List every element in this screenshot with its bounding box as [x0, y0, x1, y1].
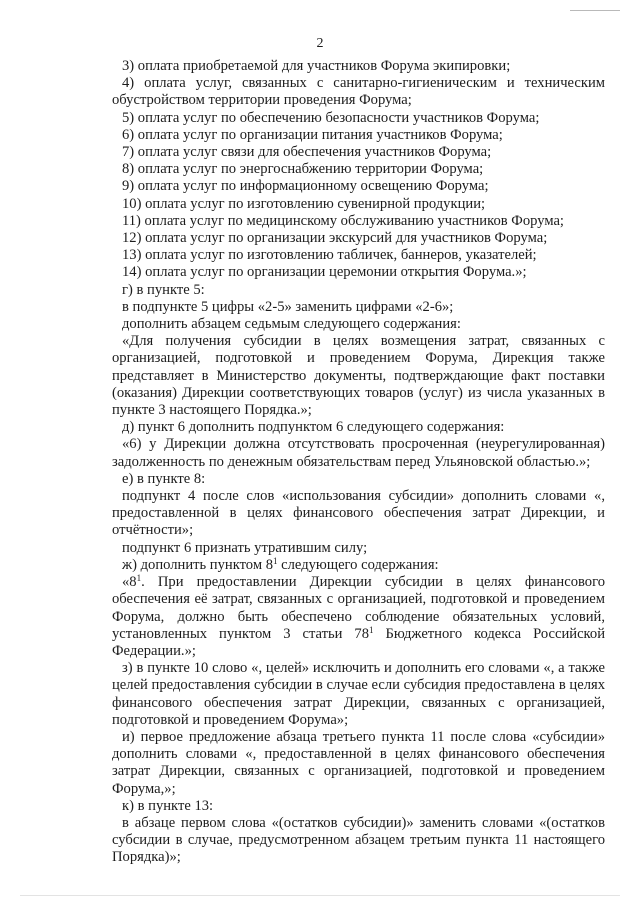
paragraph: 9) оплата услуг по информационному освещению Форума; [122, 178, 489, 195]
paragraph: 5) оплата услуг по обеспечению безопасности участников Форума; [122, 109, 540, 126]
paragraph: в абзаце первом слова «(остатков субсидии)» заменить словами «(остатков субсидии в случае, предусмотренном абзацем третьим пункта 11 настоящего Порядка)»; [112, 814, 605, 866]
paragraph: 7) оплата услуг связи для обеспечения участников Форума; [122, 144, 492, 161]
paragraph: 4) оплата услуг, связанных с санитарно-гигиеническим и техническим обустройством территории проведения Форума; [112, 75, 605, 109]
paragraph: подпункт 6 признать утратившим силу; [122, 539, 368, 556]
superscript: 1 [273, 555, 278, 566]
paragraph: 6) оплата услуг по организации питания участников Форума; [122, 126, 503, 143]
superscript: 1 [136, 573, 142, 584]
paragraph: г) в пункте 5: [122, 281, 205, 298]
superscript: 1 [369, 624, 374, 635]
scan-artifact-bottom [20, 895, 620, 896]
paragraph: 14) оплата услуг по организации церемонии открытия Форума.»; [122, 264, 527, 281]
text-run: следующего содержания: [277, 556, 439, 573]
paragraph: 12) оплата услуг по организации экскурсий для участников Форума; [122, 230, 548, 247]
paragraph: з) в пункте 10 слово «, целей» исключить и дополнить его словами «, а также целей предоставления субсидии в случае если субсидия предоставлена в целях финансового обеспечения затрат Дирекции, связанных с организацией, подготовкой и проведением Форума»; [112, 660, 605, 728]
paragraph: дополнить абзацем седьмым следующего содержания: [122, 316, 461, 333]
paragraph: и) первое предложение абзаца третьего пункта 11 после слова «субсидии» дополнить словами «, предоставленной в целях финансового обеспечения затрат Дирекции, связанных с организацией, подготовкой и проведением Форума,»; [112, 728, 605, 797]
paragraph: «6) у Дирекции должна отсутствовать просроченная (неурегулированная) задолженность по денежным обязательствам перед Ульяновской областью.»; [112, 436, 605, 470]
text-run: . При предоставлении Дирекции субсидии в целях финансового обеспечения её затрат, связанных с организацией, подготовкой и проведением Форума, должно быть обеспечено соблюдение обязательных условий, установленных пунктом 3 статьи 78 [112, 574, 605, 642]
paragraph: 8) оплата услуг по энергоснабжению территории Форума; [122, 161, 484, 178]
text-run: «8 [122, 574, 137, 591]
paragraph [112, 557, 605, 574]
page-number: 2 [316, 36, 324, 51]
paragraph: подпункт 4 после слов «использования субсидии» дополнить словами «, предоставленной в целях финансового обеспечения затрат Дирекции, и отчётности»; [112, 488, 605, 539]
paragraph: 10) оплата услуг по изготовлению сувенирной продукции; [122, 195, 486, 212]
paragraph: д) пункт 6 дополнить подпунктом 6 следующего содержания: [122, 419, 505, 436]
paragraph: 13) оплата услуг по изготовлению табличек, баннеров, указателей; [122, 247, 537, 264]
paragraph: е) в пункте 8: [122, 470, 206, 487]
document-body [112, 58, 605, 867]
paragraph: «Для получения субсидии в целях возмещения затрат, связанных с организацией, подготовкой и проведением Форума, Дирекция также представляет в Министерство документы, подтверждающие факт поставки (оказания) Дирекции соответствующих товаров (услуг) из числа указанных в пункте 3 настоящего Порядка.»; [112, 333, 605, 419]
text-run: ж) дополнить пунктом 8 [122, 556, 274, 573]
scan-artifact-top [570, 10, 620, 11]
paragraph: 11) оплата услуг по медицинскому обслуживанию участников Форума; [122, 212, 564, 229]
text-run: Бюджетного кодекса Российской Федерации.»; [112, 625, 606, 659]
paragraph: в подпункте 5 цифры «2-5» заменить цифрами «2-6»; [122, 298, 454, 315]
paragraph: к) в пункте 13: [122, 797, 214, 814]
paragraph: 3) оплата приобретаемой для участников Форума экипировки; [122, 58, 511, 74]
paragraph [112, 574, 605, 660]
